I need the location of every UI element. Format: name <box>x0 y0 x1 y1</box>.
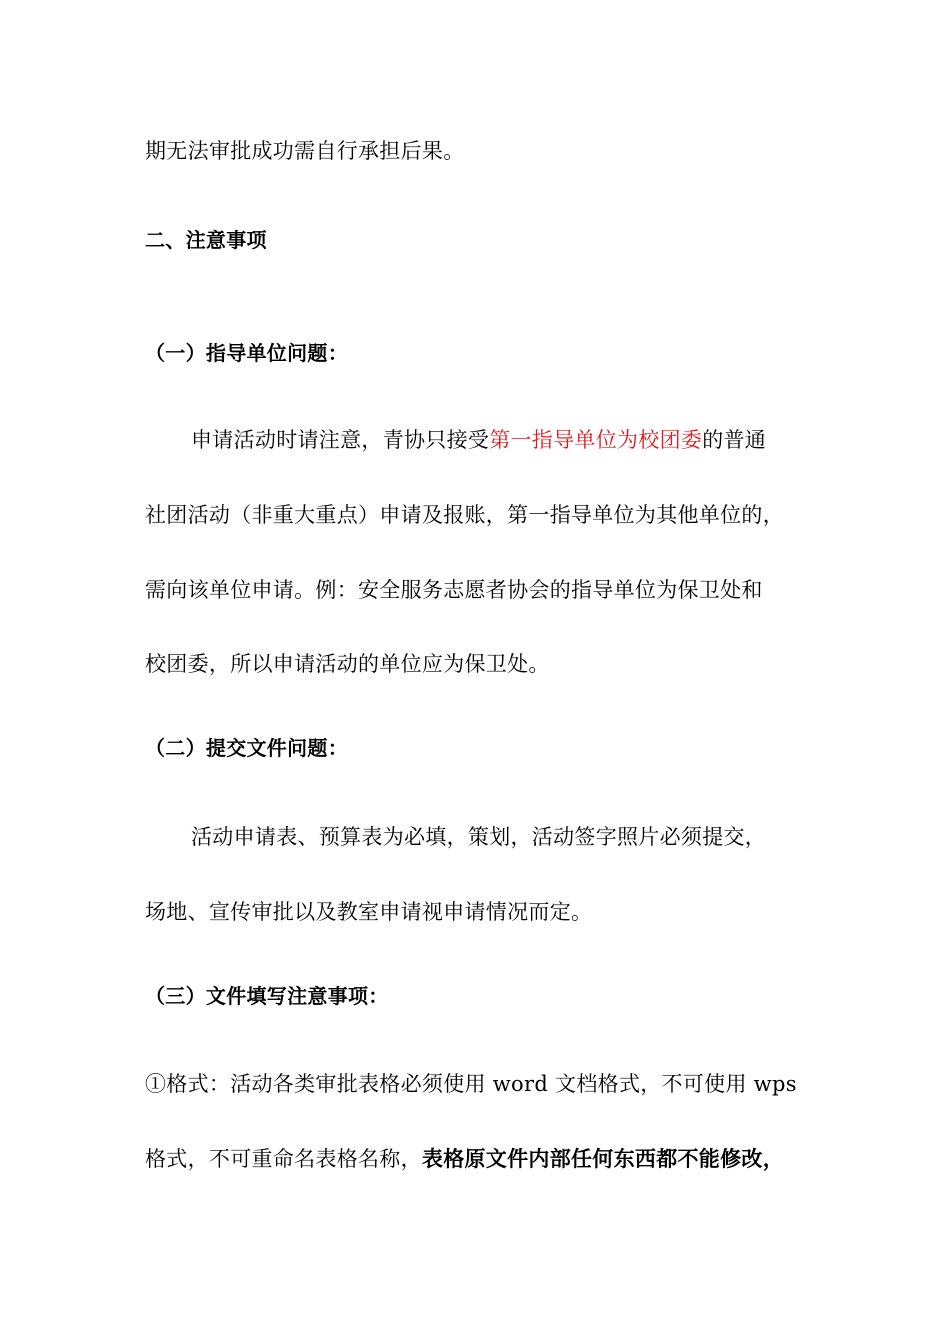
subsection-heading-3: （三）文件填写注意事项： <box>145 984 389 1008</box>
paragraph-line: 活动申请表、预算表为必填，策划，活动签字照片必须提交， <box>191 825 767 849</box>
subsection-heading-1: （一）指导单位问题： <box>145 341 348 365</box>
paragraph-line <box>191 425 766 455</box>
paragraph-line: 期无法审批成功需自行承担后果。 <box>145 139 465 163</box>
paragraph-line: 场地、宣传审批以及教室申请视申请情况而定。 <box>145 900 593 924</box>
subsection-heading-2: （二）提交文件问题： <box>145 736 348 760</box>
paragraph-line: 社团活动（非重大重点）申请及报账，第一指导单位为其他单位的， <box>145 503 784 527</box>
paragraph-line: ①格式：活动各类审批表格必须使用 word 文档格式，不可使用 wps <box>145 1072 797 1096</box>
bold-text: 表格原文件内部任何东西都不能修改， <box>421 1147 785 1171</box>
paragraph-line: 校团委，所以申请活动的单位应为保卫处。 <box>145 652 550 676</box>
paragraph-line: 需向该单位申请。例：安全服务志愿者协会的指导单位为保卫处和 <box>145 578 763 602</box>
highlighted-text: 第一指导单位为校团委 <box>489 428 703 452</box>
text-run: 的普通 <box>702 428 767 452</box>
text-run: 格式，不可重命名表格名称， <box>145 1147 422 1171</box>
paragraph-line <box>145 1144 784 1174</box>
section-heading: 二、注意事项 <box>145 228 267 252</box>
text-run: 申请活动时请注意，青协只接受 <box>191 428 490 452</box>
